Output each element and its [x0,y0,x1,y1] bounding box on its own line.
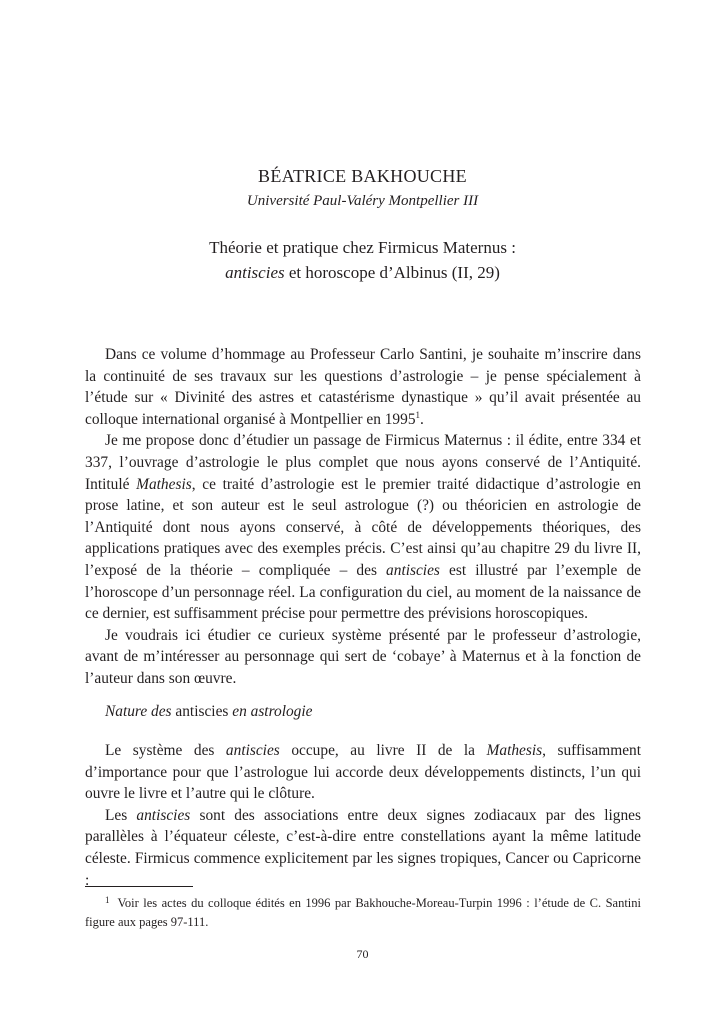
section-heading-part-1: Nature des [105,703,172,720]
s1-term-antiscies: antiscies [225,742,280,759]
s1-text-a: Le système des [105,742,226,759]
title-term-antiscies: antiscies [225,263,285,282]
section-paragraph-1 [85,740,641,805]
p2-text-a: Je me propose donc d’étudier un passage de Firmicus Maternus : il édite, entre 334 et 337, l’ouvrage d’astrologie le plus complet que nous ayons conservé de l’Antiquité. Intitulé [85,432,641,493]
s2-text-c: sont des associations entre deux signes zodiacaux par des lignes parallèles à l’équateur céleste, c’est-à-dire entre constellations ayant la même latitude céleste. Firmicus commence explicitement par les signes tropiques, Cancer ou Capricorne : [85,806,641,889]
s1-text-c: occupe, au livre II de la [279,742,487,759]
author-affiliation: Université Paul-Valéry Montpellier III [246,193,479,209]
title-line-2-rest: et horoscope d’Albinus (II, 29) [284,263,500,282]
intro-paragraph-1-end: . [420,410,424,428]
s2-term-antiscies: antiscies [136,806,191,824]
s1-text-e: , suffisamment d’importance pour que l’astrologue lui accorde deux développements distincts, l’un qui ouvre le livre et l’autre qui le clôture. [85,742,641,803]
footnote-divider [85,886,193,887]
p2-term-mathesis: Mathesis [136,475,192,493]
intro-paragraph-1 [85,344,641,430]
section-heading-part-3: en astrologie [232,703,313,720]
footnote-text: Voir les actes du colloque édités en 1996 par Bakhouche-Moreau-Turpin 1996 : l’étude de C. Santini figure aux pages 97-111. [85,896,641,929]
page-number: 70 [356,947,369,961]
p2-term-antiscies: antiscies [386,561,440,579]
footnote-ref-1[interactable]: 1 [415,409,421,420]
p2-text-c: , ce traité d’astrologie est le premier traité didactique d’astrologie en prose latine, et son auteur est le seul astrologue (?) ou théoricien en astrologie de l’Antiquité dont nous ayons conservé, à côté de développements théoriques, des applications pratiques avec des exemples précis. C’est ainsi qu’au chapitre 29 du livre II, l’exposé de la théorie – compliquée – des [85,475,641,579]
author-name: BÉATRICE BAKHOUCHE [258,166,467,186]
intro-paragraph-2 [85,430,641,624]
section-paragraph-2 [85,805,641,891]
footnote-number: 1 [105,895,110,905]
section-body [85,740,641,891]
s1-term-mathesis: Mathesis [486,742,543,759]
section-heading [105,703,312,721]
p2-text-e: est illustré par l’exemple de l’horoscope d’un personnage réel. La configuration du ciel, au moment de la naissance de ce dernier, est suffisamment précise pour permettre des prévisions horoscopiques. [85,561,641,623]
intro-body [85,344,641,690]
intro-paragraph-3: Je voudrais ici étudier ce curieux système présenté par le professeur d’astrologie, avant de m’intéresser au personnage qui sert de ‘cobaye’ à Maternus et à la fonction de l’auteur dans son œuvre. [85,626,641,687]
section-heading-part-2: antiscies [171,703,233,720]
article-title-line-1: Théorie et pratique chez Firmicus Maternus : [209,238,516,257]
intro-paragraph-1-text: Dans ce volume d’hommage au Professeur Carlo Santini, je souhaite m’inscrire dans la continuité de ses travaux sur les questions d’astrologie – je pense spécialement à l’étude sur « Divinité des astres et catastérisme dynastique » qu’il avait présentée au colloque international organisé à Montpellier en 1995 [85,346,641,428]
footnote-1 [85,891,641,932]
s2-text-a: Les [105,806,137,824]
article-title-line-2 [0,263,725,283]
